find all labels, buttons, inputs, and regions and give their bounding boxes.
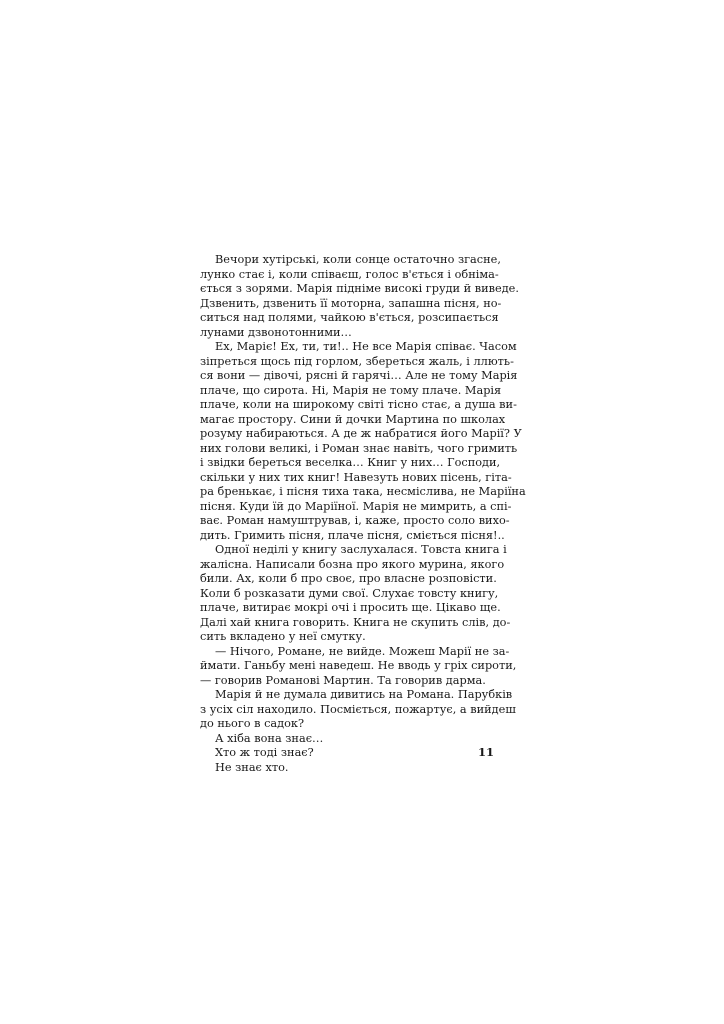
text-line: зіпреться щось під горлом, збереться жаль, і ллють- [200, 354, 514, 368]
text-line: сить вкладено у неї смутку. [200, 630, 366, 643]
text-line: плаче, що сирота. Ні, Марія не тому плаче. Марія [200, 383, 502, 397]
text-line: скільки у них тих книг! Навезуть нових пісень, гіта- [200, 470, 512, 484]
text-line: лунами дзвонотонними… [200, 325, 352, 339]
body-text [200, 253, 526, 775]
text-line: і звідки береться веселка… Книг у них… Господи, [200, 456, 501, 469]
text-line: ра бренькає, і пісня тиха така, несміслива, не Маріїна [200, 485, 526, 498]
text-line: Ех, Маріє! Ех, ти, ти!.. Не все Марія співає. Часом [215, 340, 517, 353]
text-line: плаче, витирає мокрі очі і просить ще. Цікаво ще. [200, 601, 501, 614]
text-line: ситься над полями, чайкою в'ється, розсипається [200, 311, 499, 324]
text-line: ймати. Ганьбу мені наведеш. Не вводь у гріх сироти, [200, 659, 517, 672]
text-line: розуму набираються. А де ж набратися його Марії? У [200, 427, 522, 440]
text-line: били. Ах, коли б про своє, про власне розповісти. [200, 572, 497, 585]
text-line: плаче, коли на широкому світі тісно стає, а душа ви- [200, 398, 517, 411]
text-line: дить. Гримить пісня, плаче пісня, сміється пісня!.. [200, 528, 505, 542]
text-line: них голови великі, і Роман знає навіть, чого гримить [200, 441, 518, 455]
text-line: Не знає хто. [215, 760, 289, 774]
text-line: Дзвенить, дзвенить її моторна, запашна пісня, но- [200, 296, 502, 310]
text-line: магає простору. Сини й дочки Мартина по школах [200, 412, 506, 426]
text-line: Одної неділі у книгу заслухалася. Товста книга і [215, 543, 507, 556]
text-line: Далі хай книга говорить. Книга не скупить слів, до- [200, 615, 511, 629]
text-line: пісня. Куди їй до Маріїної. Марія не мимрить, а спі- [200, 499, 512, 513]
text-line: — говорив Романові Мартин. Та говорив дарма. [200, 673, 486, 687]
text-line: ся вони — дівочі, рясні й гарячі… Але не тому Марія [200, 369, 518, 382]
text-line: ється з зорями. Марія підніме високі груди й виведе. [200, 282, 519, 295]
text-line: до нього в садок? [200, 717, 305, 730]
text-line: Хто ж тоді знає? [215, 746, 314, 759]
page-number: 11 [477, 745, 494, 759]
text-line: жалісна. Написали бозна про якого мурина, якого [200, 557, 505, 571]
text-line: лунко стає і, коли співаєш, голос в'ється і обніма- [200, 267, 499, 281]
text-line: Вечори хутірські, коли сонце остаточно згасне, [215, 253, 501, 266]
text-line: з усіх сіл находило. Посміється, пожартує, а вийдеш [200, 702, 516, 716]
text-line: — Нічого, Романе, не вийде. Можеш Марії не за- [215, 644, 510, 658]
text-line: Марія й не думала дивитись на Романа. Парубків [215, 688, 513, 701]
text-line: А хіба вона знає… [215, 731, 324, 745]
text-line: Коли б розказати думи свої. Слухає товсту книгу, [200, 586, 499, 600]
text-line: ває. Роман намуштрував, і, каже, просто соло вихо- [200, 514, 510, 527]
